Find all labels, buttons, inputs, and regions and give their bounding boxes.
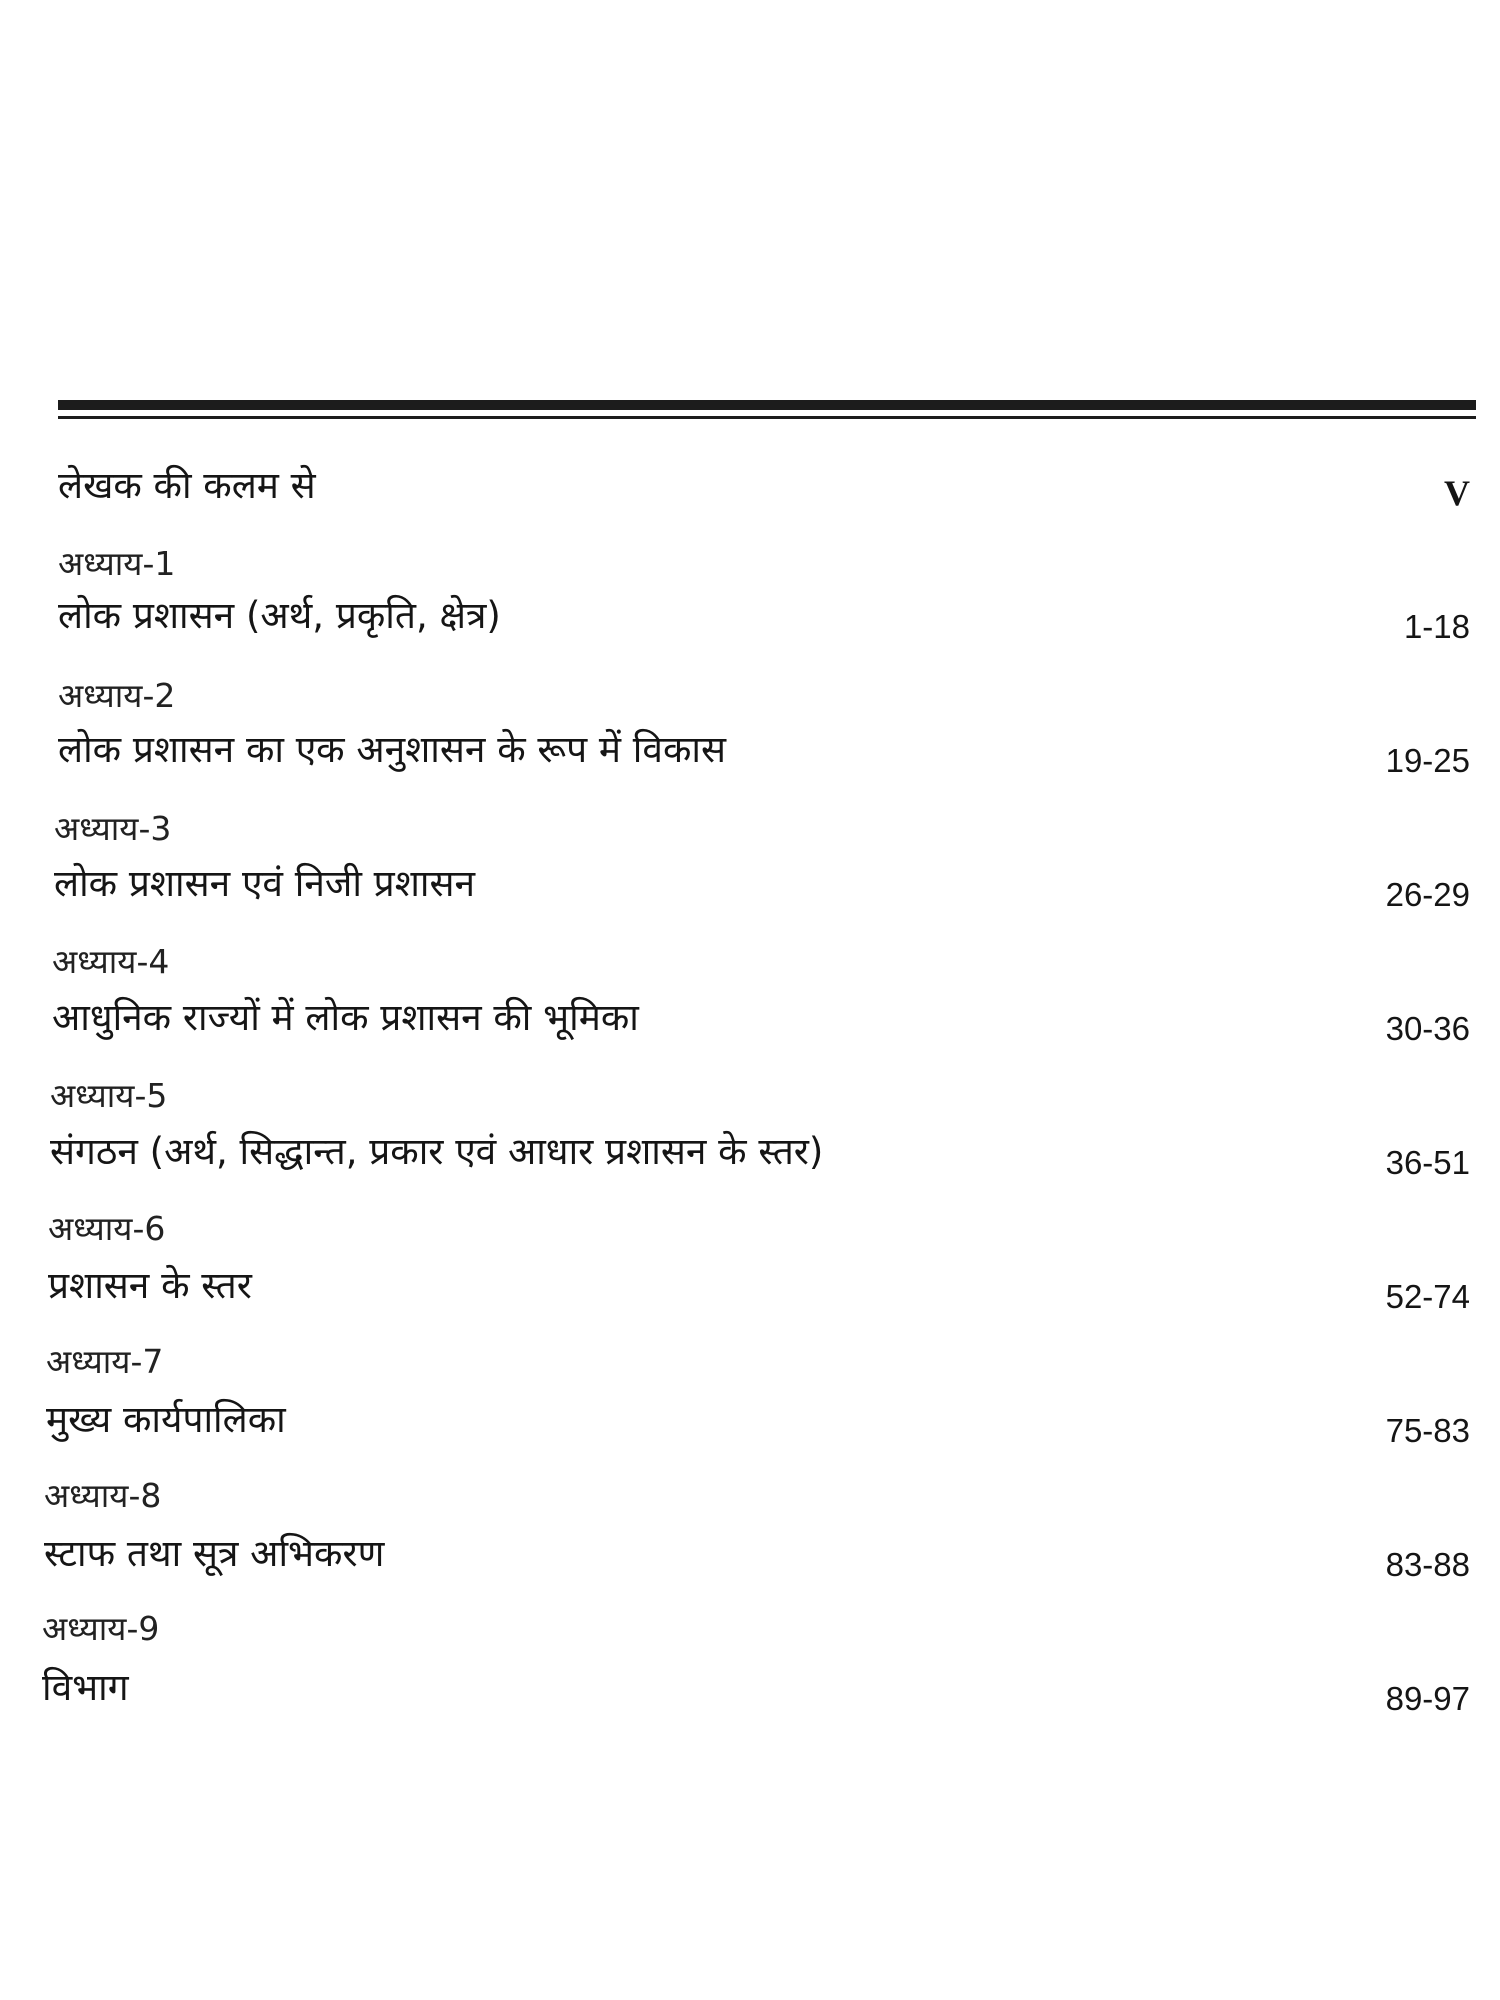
chapter-4-label: अध्याय-4 (52, 942, 170, 981)
chapter-8-label: अध्याय-8 (44, 1476, 162, 1515)
chapter-7-pages: 75-83 (1385, 1412, 1470, 1449)
chapter-2-label: अध्याय-2 (58, 676, 176, 715)
chapter-3-title: लोक प्रशासन एवं निजी प्रशासन (54, 862, 476, 905)
preface-page: V (1444, 473, 1470, 513)
chapter-6-title: प्रशासन के स्तर (48, 1264, 252, 1307)
chapter-7-title: मुख्य कार्यपालिका (46, 1398, 286, 1441)
chapter-7-label: अध्याय-7 (46, 1342, 164, 1381)
chapter-1-title: लोक प्रशासन (अर्थ, प्रकृति, क्षेत्र) (58, 594, 501, 637)
chapter-4-pages: 30-36 (1385, 1010, 1470, 1047)
chapter-2-pages: 19-25 (1385, 742, 1470, 779)
chapter-5-label: अध्याय-5 (50, 1076, 168, 1115)
chapter-1-pages: 1-18 (1403, 608, 1470, 645)
chapter-5-pages: 36-51 (1385, 1144, 1470, 1181)
chapter-6-label: अध्याय-6 (48, 1209, 166, 1248)
chapter-3-label: अध्याय-3 (54, 809, 172, 848)
chapter-4-title: आधुनिक राज्यों में लोक प्रशासन की भूमिका (52, 996, 639, 1039)
chapter-3-pages: 26-29 (1385, 876, 1470, 913)
chapter-2-title: लोक प्रशासन का एक अनुशासन के रूप में विकास (58, 728, 726, 771)
chapter-9-pages: 89-97 (1385, 1680, 1470, 1717)
chapter-6-pages: 52-74 (1385, 1278, 1470, 1315)
chapter-9-title: विभाग (42, 1666, 129, 1709)
chapter-9-label: अध्याय-9 (42, 1609, 160, 1648)
chapter-8-pages: 83-88 (1385, 1546, 1470, 1583)
chapter-1-label: अध्याय-1 (58, 544, 176, 583)
chapter-8-title: स्टाफ तथा सूत्र अभिकरण (44, 1532, 385, 1575)
chapter-5-title: संगठन (अर्थ, सिद्धान्त, प्रकार एवं आधार प्रशासन के स्तर) (50, 1130, 824, 1173)
preface-title: लेखक की कलम से (58, 464, 316, 507)
